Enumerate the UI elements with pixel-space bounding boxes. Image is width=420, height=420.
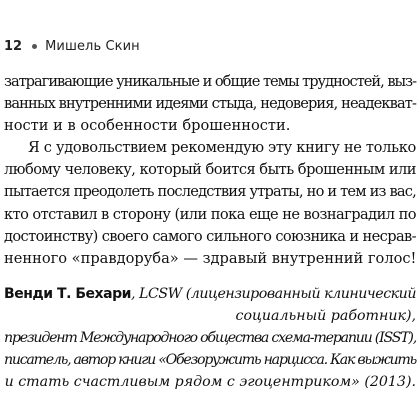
text-line: пытается преодолеть последствия утраты, но и тем из вас, [4,183,416,201]
signature-line-5: и стать счастливым рядом с эгоцентриком» (2013). [4,374,416,390]
signature-credentials: , LCSW (лицензированный клинический [130,286,416,302]
signature-line-4: писатель, автор книги «Обезоружить нарцисса. Как выжить [4,352,416,368]
text-line: ненного «правдоруба» — здравый внутренний голос! [4,249,417,267]
paragraph-2 [4,137,416,270]
text-line: достоинству) своего самого сильного союзника и несрав- [4,227,416,245]
signature-block [4,283,416,393]
text-line: ности и в особенности брошенности. [4,117,291,135]
text-line: ванных внутренними идеями стыда, недоверия, неадекват- [4,95,417,113]
signature-name: Венди Т. Бехари [4,286,131,302]
text-line: затрагивающие уникальные и общие темы трудностей, выз- [4,73,416,90]
page-number: 12 [4,38,23,54]
text-line: любому человеку, который боится быть брошенным или [4,161,416,179]
paragraph-1 [4,71,416,137]
text-line: Я с удовольствием рекомендую эту книгу не только [28,139,416,157]
signature-line-3: президент Международного общества схема-терапии (ISST), [4,330,416,346]
header-author: Мишель Скин [45,38,140,54]
body-text [4,71,416,270]
separator-dot-icon [32,44,37,49]
signature-line-1 [4,283,416,305]
text-line: кто отставил в сторону (или пока еще не вознаградил по [4,205,416,223]
running-header [4,37,140,55]
signature-line-2: социальный работник), [235,308,416,324]
